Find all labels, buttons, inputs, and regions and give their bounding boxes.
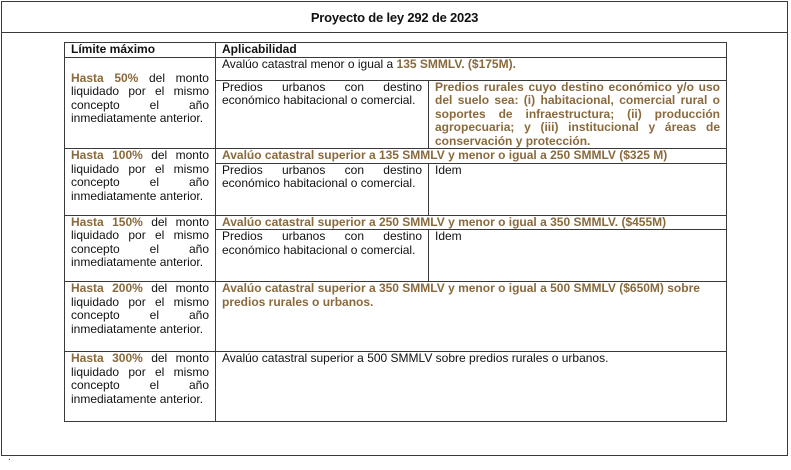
limit-description: del monto liquidado por el mismo concepto el año inmediatamente anterior. [71,70,209,125]
limit-percentage: Hasta 100% [71,148,143,162]
limits-table [64,42,727,422]
limit-percentage: Hasta 50% [71,70,139,85]
appraisal-cell [216,57,727,80]
limit-percentage: Hasta 200% [71,281,143,295]
footer-mark: . [8,452,11,463]
document-title: Proyecto de ley 292 de 2023 [2,2,787,33]
limit-cell [65,215,216,282]
limit-cell [65,282,216,352]
appraisal-cell: Avalúo catastral superior a 250 SMMLV y menor o igual a 350 SMMLV. ($455M) [216,215,727,230]
rural-cell: Idem [429,163,727,215]
limit-description: del monto liquidado por el mismo concepto el año inmediatamente anterior. [71,215,209,269]
appraisal-cell: Avalúo catastral superior a 350 SMMLV y menor o igual a 500 SMMLV ($650M) sobre predios rurales o urbanos. [216,282,727,352]
limit-percentage: Hasta 150% [71,215,143,229]
limit-cell [65,57,216,149]
appraisal-cell: Avalúo catastral superior a 500 SMMLV sobre predios rurales o urbanos. [216,352,727,422]
table-row [65,149,727,164]
urban-cell: Predios urbanos con destino económico habitacional o comercial. [216,80,429,149]
appraisal-highlight: 135 SMMLV. ($175M). [396,57,516,71]
limit-description: del monto liquidado por el mismo concepto el año inmediatamente anterior. [71,148,209,203]
limit-description: del monto liquidado por el mismo concepto el año inmediatamente anterior. [71,351,209,406]
table-row [65,352,727,422]
limit-description: del monto liquidado por el mismo concepto el año inmediatamente anterior. [71,281,209,336]
limit-percentage: Hasta 300% [71,351,143,365]
table-row [65,282,727,352]
header-applicability: Aplicabilidad [216,43,727,58]
header-limit: Límite máximo [65,43,216,58]
urban-cell: Predios urbanos con destino económico habitacional o comercial. [216,230,429,282]
rural-cell: Idem [429,230,727,282]
limit-cell [65,352,216,422]
limit-cell [65,149,216,216]
appraisal-cell: Avalúo catastral superior a 135 SMMLV y menor o igual a 250 SMMLV ($325 M) [216,149,727,164]
table-row [65,57,727,80]
rural-cell: Predios rurales cuyo destino económico y/o uso del suelo sea: (i) habitacional, comercial rural o soportes de infraestructura; (ii) producción agropecuaria; y (iii) institucional y áreas de conservación y protección. [429,80,727,149]
urban-cell: Predios urbanos con destino económico habitacional o comercial. [216,163,429,215]
appraisal-text: Avalúo catastral menor o igual a [222,57,397,71]
table-header-row [65,43,727,58]
table-row [65,215,727,230]
